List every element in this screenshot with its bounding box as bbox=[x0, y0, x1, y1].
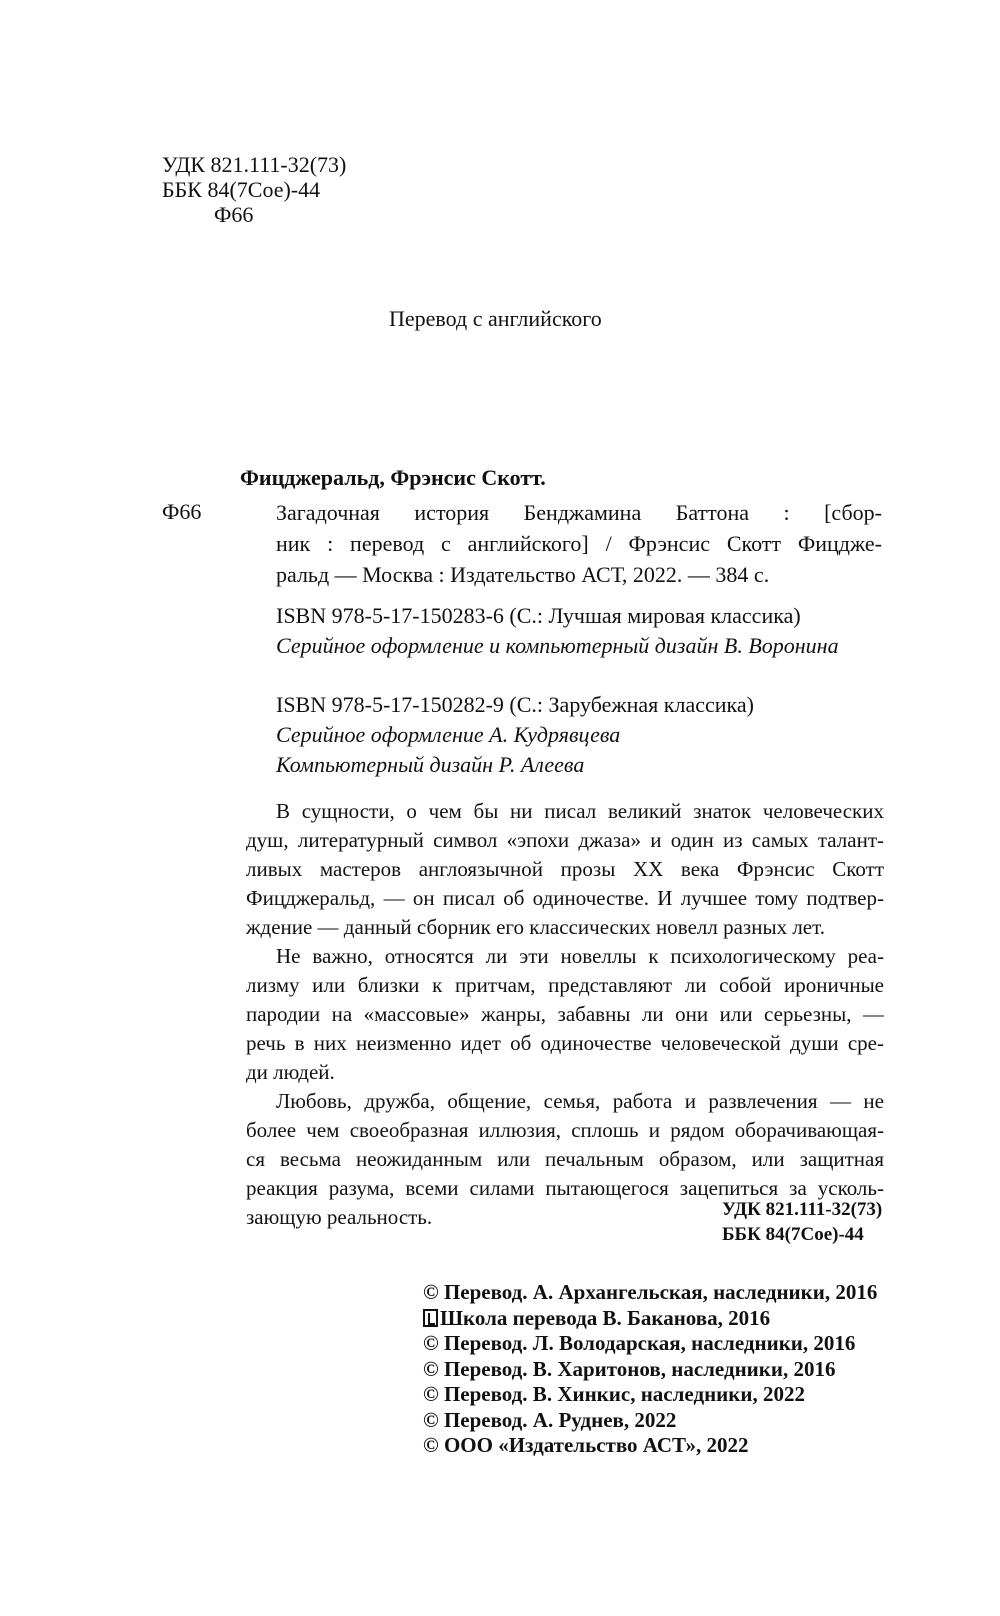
author-mark: Ф66 bbox=[214, 202, 254, 227]
annotation-line: речь в них неизменно идет об одиночестве человеческой души сре- bbox=[246, 1031, 884, 1055]
annotation-line: В сущности, о чем бы ни писал великий знаток человеческих bbox=[276, 799, 884, 823]
isbn-block-1 bbox=[276, 601, 886, 661]
copyright-line: © Перевод. В. Хинкис, наследники, 2022 bbox=[423, 1382, 805, 1406]
annotation-line: Фицджеральд, — он писал об одиночестве. И лучшее тому подтвер- bbox=[246, 886, 884, 910]
design-credit: Серийное оформление А. Кудрявцева bbox=[276, 722, 621, 747]
annotation-line: Любовь, дружба, общение, семья, работа и развлечения — не bbox=[276, 1089, 884, 1113]
copyright-line: © Перевод. Л. Володарская, наследники, 2016 bbox=[423, 1331, 856, 1355]
annotation-line: ливых мастеров англоязычной прозы XX века Фрэнсис Скотт bbox=[246, 857, 884, 881]
copyright-line: © Перевод. В. Харитонов, наследники, 2016 bbox=[423, 1356, 836, 1381]
isbn-line: ISBN 978-5-17-150282-9 (С.: Зарубежная классика) bbox=[276, 692, 754, 717]
copyright-line bbox=[423, 1306, 877, 1332]
description-line: ник : перевод с английского] / Фрэнсис Скотт Фицдже- bbox=[276, 531, 882, 556]
annotation bbox=[246, 797, 884, 1232]
bbk-index: ББК 84(7Сое)-44 bbox=[722, 1224, 864, 1245]
annotation-line: зающую реальность. bbox=[246, 1205, 433, 1229]
udk-index: УДК 821.111-32(73) bbox=[162, 152, 347, 177]
annotation-line: более чем своеобразная иллюзия, сплошь и рядом оборачивающая- bbox=[246, 1118, 884, 1142]
annotation-line: ди людей. bbox=[246, 1060, 335, 1084]
copyright-line: © ООО «Издательство АСТ», 2022 bbox=[423, 1433, 749, 1457]
annotation-line: лизму или близки к притчам, представляют ли собой ироничные bbox=[246, 973, 884, 997]
classification-indexes bbox=[162, 152, 346, 227]
udk-index: УДК 821.111-32(73) bbox=[722, 1199, 883, 1220]
translation-school-logo-icon bbox=[423, 1309, 438, 1327]
isbn-block-2 bbox=[276, 690, 886, 780]
annotation-line: ждение — данный сборник его классических новелл разных лет. bbox=[246, 915, 825, 939]
bottom-classification-indexes bbox=[722, 1197, 882, 1247]
copyright-block bbox=[423, 1280, 877, 1459]
description-line: Загадочная история Бенджамина Баттона : [сбор- bbox=[276, 500, 882, 525]
copyright-line: © Перевод. А. Архангельская, наследники, 2016 bbox=[423, 1280, 878, 1304]
annotation-line: пародии на «массовые» жанры, забавны ли они или серьезны, — bbox=[246, 1002, 884, 1026]
annotation-line: Не важно, относятся ли эти новеллы к психологическому реа- bbox=[276, 944, 884, 968]
translated-from-note: Перевод с английского bbox=[389, 306, 602, 331]
design-credit: Компьютерный дизайн Р. Алеева bbox=[276, 752, 585, 777]
annotation-line: душ, литературный символ «эпохи джаза» и один из самых талант- bbox=[246, 828, 884, 852]
author-mark-side: Ф66 bbox=[162, 499, 202, 524]
bibliographic-description bbox=[276, 497, 882, 590]
description-line: ральд — Москва : Издательство АСТ, 2022. — 384 с. bbox=[276, 562, 770, 587]
copyright-line: © Перевод. А. Руднев, 2022 bbox=[423, 1407, 677, 1432]
annotation-line: реакция разума, всеми силами пытающегося зацепиться за усколь- bbox=[246, 1176, 884, 1200]
design-credit: Серийное оформление и компьютерный дизайн В. Воронина bbox=[276, 633, 839, 658]
bbk-index: ББК 84(7Сое)-44 bbox=[162, 177, 321, 202]
isbn-line: ISBN 978-5-17-150283-6 (С.: Лучшая мировая классика) bbox=[276, 603, 801, 628]
copyright-text: Школа перевода В. Баканова, 2016 bbox=[440, 1305, 771, 1330]
author-heading: Фицджеральд, Фрэнсис Скотт. bbox=[240, 465, 546, 490]
annotation-line: ся весьма неожиданным или печальным образом, или защитная bbox=[246, 1147, 884, 1171]
